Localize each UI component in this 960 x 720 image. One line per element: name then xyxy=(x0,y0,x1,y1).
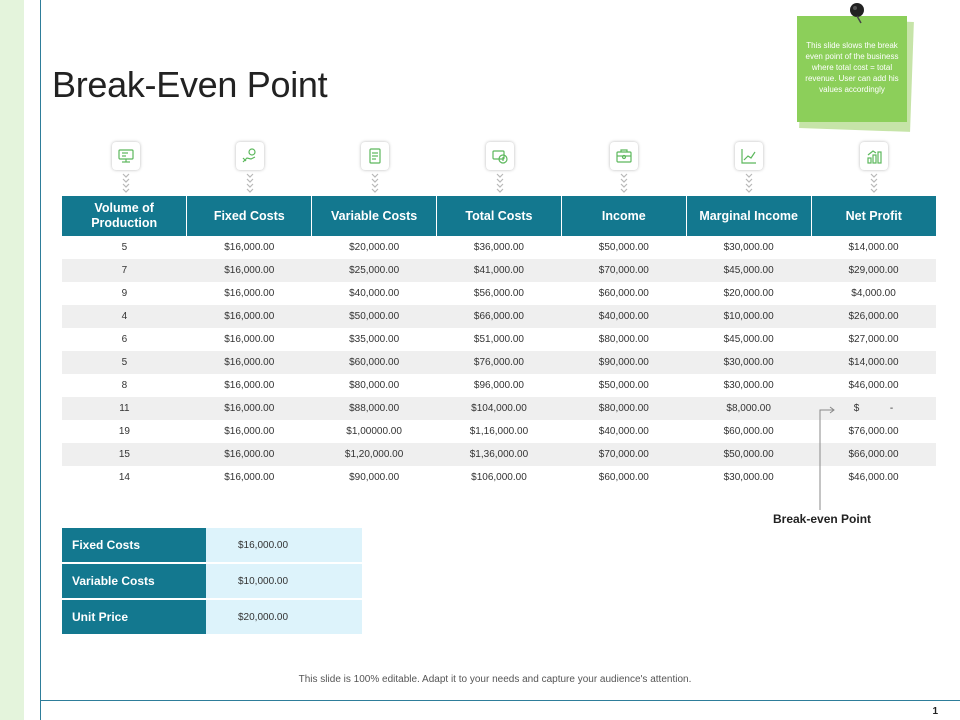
table-cell: $50,000.00 xyxy=(686,443,811,466)
table-cell: $16,000.00 xyxy=(187,351,312,374)
table-cell: $27,000.00 xyxy=(848,334,899,345)
table-row xyxy=(62,305,936,328)
table-row xyxy=(62,236,936,259)
chevron-down-icon xyxy=(371,172,379,194)
table-row xyxy=(62,328,936,351)
pushpin-icon xyxy=(848,2,866,24)
left-divider-line xyxy=(40,0,41,720)
table-cell: $96,000.00 xyxy=(473,380,524,391)
table-cell: $60,000.00 xyxy=(598,472,649,483)
table-cell: $16,000.00 xyxy=(224,426,275,437)
table-cell: $26,000.00 xyxy=(811,305,936,328)
table-row xyxy=(62,282,936,305)
sticky-note xyxy=(797,16,907,122)
table-cell: $40,000.00 xyxy=(561,305,686,328)
summary-value: $16,000.00 xyxy=(206,528,362,563)
table-cell: $8,000.00 xyxy=(686,397,811,420)
table-cell: $60,000.00 xyxy=(598,288,649,299)
table-cell: $51,000.00 xyxy=(473,334,524,345)
column-header: Fixed Costs xyxy=(187,196,312,236)
table-cell: $90,000.00 xyxy=(561,351,686,374)
summary-label: Fixed Costs xyxy=(62,528,206,563)
table-cell: $76,000.00 xyxy=(848,426,899,437)
table-cell: $20,000.00 xyxy=(723,288,774,299)
table-cell: $16,000.00 xyxy=(224,242,275,253)
table-cell: 5 xyxy=(62,351,187,374)
summary-label: Unit Price xyxy=(62,599,206,635)
footer-note: This slide is 100% editable. Adapt it to your needs and capture your audience's attention. xyxy=(298,674,692,685)
table-cell: $76,000.00 xyxy=(437,351,562,374)
table-cell: $45,000.00 xyxy=(723,334,774,345)
table-cell: $16,000.00 xyxy=(187,305,312,328)
table-row xyxy=(62,420,936,443)
table-cell: 4 xyxy=(62,305,187,328)
icon-column xyxy=(610,142,638,198)
column-header: Total Costs xyxy=(437,196,562,236)
icon-column xyxy=(361,142,389,198)
chevron-down-icon xyxy=(496,172,504,194)
table-cell: $25,000.00 xyxy=(312,259,437,282)
table-cell: $16,000.00 xyxy=(187,259,312,282)
icon-column xyxy=(860,142,888,198)
table-cell: $1,00000.00 xyxy=(346,426,402,437)
table-row xyxy=(62,443,936,466)
page-title: Break-Even Point xyxy=(52,64,328,106)
table-cell: $10,000.00 xyxy=(686,305,811,328)
icon-column xyxy=(236,142,264,198)
table-cell: $50,000.00 xyxy=(598,242,649,253)
page-number: 1 xyxy=(932,706,938,717)
table-header-row xyxy=(62,196,936,236)
table-cell: $50,000.00 xyxy=(598,380,649,391)
column-header: Income xyxy=(561,196,686,236)
icon-column xyxy=(486,142,514,198)
table-cell: $16,000.00 xyxy=(187,443,312,466)
total-costs-money-icon xyxy=(486,142,514,170)
summary-row xyxy=(62,599,362,635)
marginal-income-chart-icon xyxy=(735,142,763,170)
table-cell: $45,000.00 xyxy=(686,259,811,282)
summary-row xyxy=(62,528,362,563)
table-cell: $46,000.00 xyxy=(848,472,899,483)
table-row xyxy=(62,351,936,374)
table-cell: $50,000.00 xyxy=(312,305,437,328)
table-cell: 7 xyxy=(62,259,187,282)
chevron-down-icon xyxy=(870,172,878,194)
left-accent-band xyxy=(0,0,24,720)
table-cell: $16,000.00 xyxy=(187,397,312,420)
table-cell: $14,000.00 xyxy=(848,242,899,253)
table-row xyxy=(62,397,936,420)
chevron-down-icon xyxy=(620,172,628,194)
net-profit-growth-icon xyxy=(860,142,888,170)
table-cell: $104,000.00 xyxy=(437,397,562,420)
table-cell: $1,16,000.00 xyxy=(469,426,529,437)
table-cell: $16,000.00 xyxy=(224,288,275,299)
table-cell: $56,000.00 xyxy=(473,288,524,299)
table-cell: $60,000.00 xyxy=(723,426,774,437)
table-row xyxy=(62,466,936,489)
table-cell: $14,000.00 xyxy=(811,351,936,374)
summary-table xyxy=(62,528,362,636)
break-even-table xyxy=(62,196,936,489)
table-cell: $70,000.00 xyxy=(561,259,686,282)
table-cell: 15 xyxy=(62,443,187,466)
table-cell: $46,000.00 xyxy=(848,380,899,391)
table-cell: $30,000.00 xyxy=(686,351,811,374)
column-header: Volume of Production xyxy=(62,196,187,236)
table-cell: 8 xyxy=(121,380,128,391)
table-cell: $80,000.00 xyxy=(598,334,649,345)
chevron-down-icon xyxy=(122,172,130,194)
table-cell: $70,000.00 xyxy=(561,443,686,466)
table-cell: $1,36,000.00 xyxy=(437,443,562,466)
table-cell: 11 xyxy=(62,397,187,420)
income-briefcase-icon xyxy=(610,142,638,170)
table-cell: $30,000.00 xyxy=(723,380,774,391)
table-cell: 5 xyxy=(121,242,128,253)
production-monitor-icon xyxy=(112,142,140,170)
summary-row xyxy=(62,563,362,599)
table-cell: 14 xyxy=(118,472,130,483)
table-cell: $90,000.00 xyxy=(349,472,400,483)
table-cell: 6 xyxy=(121,334,128,345)
break-even-label: Break-even Point xyxy=(773,512,872,526)
table-cell: 19 xyxy=(118,426,130,437)
summary-value: $20,000.00 xyxy=(206,599,362,635)
table-cell: $106,000.00 xyxy=(471,472,527,483)
bottom-divider-line xyxy=(40,700,960,701)
table-cell: $16,000.00 xyxy=(224,472,275,483)
variable-costs-document-icon xyxy=(361,142,389,170)
column-header: Net Profit xyxy=(811,196,936,236)
fixed-costs-hand-icon xyxy=(236,142,264,170)
table-cell: $30,000.00 xyxy=(723,472,774,483)
summary-value: $10,000.00 xyxy=(206,563,362,599)
table-cell: 9 xyxy=(121,288,128,299)
table-cell: $41,000.00 xyxy=(437,259,562,282)
table-cell: $60,000.00 xyxy=(312,351,437,374)
table-cell: $66,000.00 xyxy=(811,443,936,466)
table-cell: $80,000.00 xyxy=(561,397,686,420)
break-even-net-profit-cell: $ - xyxy=(811,397,936,420)
icon-column xyxy=(112,142,140,198)
chevron-down-icon xyxy=(246,172,254,194)
table-row xyxy=(62,374,936,397)
table-cell: $40,000.00 xyxy=(598,426,649,437)
table-cell: $16,000.00 xyxy=(224,380,275,391)
sticky-note-text: This slide slows the break even point of the business where total cost = total revenue. User can add his values accordingly xyxy=(805,41,899,94)
chevron-down-icon xyxy=(745,172,753,194)
table-row xyxy=(62,259,936,282)
table-cell: $80,000.00 xyxy=(349,380,400,391)
table-cell: $36,000.00 xyxy=(473,242,524,253)
column-header: Variable Costs xyxy=(312,196,437,236)
table-cell: $20,000.00 xyxy=(349,242,400,253)
table-cell: $1,20,000.00 xyxy=(312,443,437,466)
column-header: Marginal Income xyxy=(686,196,811,236)
table-cell: $4,000.00 xyxy=(851,288,896,299)
summary-label: Variable Costs xyxy=(62,563,206,599)
table-cell: $30,000.00 xyxy=(723,242,774,253)
table-cell: $40,000.00 xyxy=(349,288,400,299)
break-even-pointer-arrow xyxy=(810,404,850,516)
table-cell: $16,000.00 xyxy=(224,334,275,345)
icon-column xyxy=(735,142,763,198)
table-cell: $88,000.00 xyxy=(312,397,437,420)
table-cell: $66,000.00 xyxy=(437,305,562,328)
table-cell: $29,000.00 xyxy=(811,259,936,282)
table-cell: $35,000.00 xyxy=(349,334,400,345)
